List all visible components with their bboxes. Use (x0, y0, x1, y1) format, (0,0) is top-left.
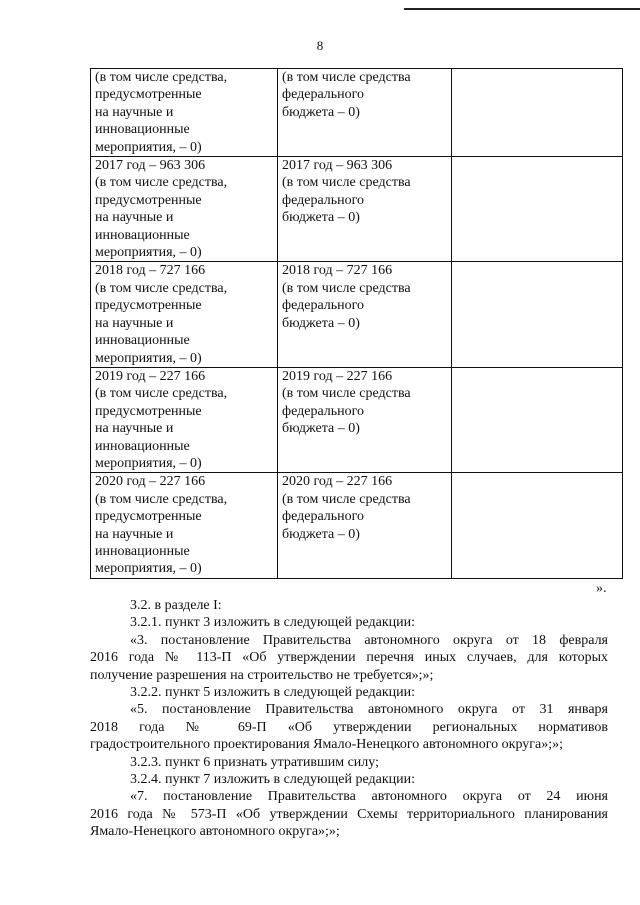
cell-federal-funds (278, 367, 452, 472)
table-row (91, 157, 623, 262)
cell-line: (в том числе средства, (95, 175, 228, 191)
cell-line: мероприятия, – 0) (95, 139, 202, 155)
cell-line: бюджета – 0) (282, 421, 360, 437)
cell-line: федерального (282, 192, 365, 208)
section-3-2-2: 3.2.2. пункт 5 изложить в следующей редакции: (130, 685, 415, 701)
quote-7-line-2: 2016 года № 573-П «Об утверждении Схемы территориального планирования (90, 806, 608, 822)
cell-line: (в том числе средства (282, 491, 411, 507)
cell-innovation-funds (91, 69, 278, 157)
cell-empty (452, 157, 623, 262)
cell-empty (452, 69, 623, 157)
cell-line: (в том числе средства (282, 175, 411, 191)
cell-line: мероприятия, – 0) (95, 350, 202, 366)
cell-line: на научные и (95, 421, 174, 437)
cell-empty (452, 262, 623, 367)
cell-line: 2017 год – 963 306 (95, 158, 206, 174)
cell-line: на научные и (95, 315, 174, 331)
quote-7-line-1: «7. постановление Правительства автономного округа от 24 июня (130, 789, 608, 805)
cell-federal-funds (278, 69, 452, 157)
cell-line: мероприятия, – 0) (95, 561, 202, 577)
cell-line: (в том числе средства, (95, 280, 228, 296)
quote-3-line-2: 2016 года № 113-П «Об утверждении перечня иных случаев, для которых (90, 650, 608, 666)
section-3-2-1: 3.2.1. пункт 3 изложить в следующей редакции: (130, 615, 415, 631)
cell-line: предусмотренные (95, 298, 202, 314)
table-row (91, 262, 623, 367)
quote-5-line-2: 2018 года № 69-П «Об утверждении региональных нормативов (90, 719, 608, 735)
cell-line: 2018 год – 727 166 (95, 263, 206, 279)
amendment-text (90, 597, 608, 841)
cell-innovation-funds (91, 473, 278, 578)
quote-3-line-3: получение разрешения на строительство не требуется»;»; (90, 667, 434, 683)
cell-line: предусмотренные (95, 509, 202, 525)
cell-line: федерального (282, 509, 365, 525)
cell-federal-funds (278, 473, 452, 578)
cell-line: мероприятия, – 0) (95, 455, 202, 471)
cell-line: 2020 год – 227 166 (282, 474, 393, 490)
cell-federal-funds (278, 157, 452, 262)
cell-line: (в том числе средства, (95, 386, 228, 402)
cell-line: на научные и (95, 104, 174, 120)
cell-line: предусмотренные (95, 403, 202, 419)
cell-line: федерального (282, 298, 365, 314)
cell-line: (в том числе средства, (95, 70, 228, 85)
cell-line: федерального (282, 403, 365, 419)
cell-line: 2018 год – 727 166 (282, 263, 393, 279)
cell-innovation-funds (91, 262, 278, 367)
cell-line: (в том числе средства, (95, 491, 228, 507)
quote-7-line-3: Ямало-Ненецкого автономного округа»;»; (90, 824, 340, 840)
cell-line: на научные и (95, 526, 174, 542)
cell-line: бюджета – 0) (282, 104, 360, 120)
cell-line: инновационные (95, 122, 190, 138)
cell-line: предусмотренные (95, 192, 202, 208)
cell-innovation-funds (91, 367, 278, 472)
cell-line: (в том числе средства (282, 70, 411, 85)
cell-line: бюджета – 0) (282, 526, 360, 542)
cell-line: бюджета – 0) (282, 210, 360, 226)
table-row (91, 473, 623, 578)
cell-line: бюджета – 0) (282, 315, 360, 331)
cell-empty (452, 367, 623, 472)
page-number: 8 (316, 38, 324, 53)
cell-line: федерального (282, 87, 365, 103)
cell-empty (452, 473, 623, 578)
cell-line: инновационные (95, 438, 190, 454)
cell-line: 2019 год – 227 166 (282, 368, 393, 384)
quote-5-line-1: «5. постановление Правительства автономного округа от 31 января (130, 702, 608, 718)
cell-line: мероприятия, – 0) (95, 245, 202, 261)
section-3-2-3: 3.2.3. пункт 6 признать утратившим силу; (130, 754, 379, 770)
funding-table (90, 68, 623, 579)
cell-line: (в том числе средства (282, 280, 411, 296)
section-3-2: 3.2. в разделе I: (130, 598, 222, 613)
cell-line: инновационные (95, 333, 190, 349)
cell-federal-funds (278, 262, 452, 367)
cell-line: предусмотренные (95, 87, 202, 103)
cell-line: инновационные (95, 227, 190, 243)
cell-innovation-funds (91, 157, 278, 262)
table-row (91, 367, 623, 472)
cell-line: 2017 год – 963 306 (282, 158, 393, 174)
cell-line: на научные и (95, 210, 174, 226)
top-rule (404, 8, 640, 10)
cell-line: 2020 год – 227 166 (95, 474, 206, 490)
cell-line: 2019 год – 227 166 (95, 368, 206, 384)
cell-line: инновационные (95, 543, 190, 559)
table-row (91, 69, 623, 157)
section-3-2-4: 3.2.4. пункт 7 изложить в следующей редакции: (130, 772, 415, 788)
quote-3-line-1: «3. постановление Правительства автономного округа от 18 февраля (130, 632, 608, 648)
table-closing-quote: ». (596, 581, 607, 596)
cell-line: (в том числе средства (282, 386, 411, 402)
quote-5-line-3: градостроительного проектирования Ямало-Ненецкого автономного округа»;»; (90, 737, 564, 753)
